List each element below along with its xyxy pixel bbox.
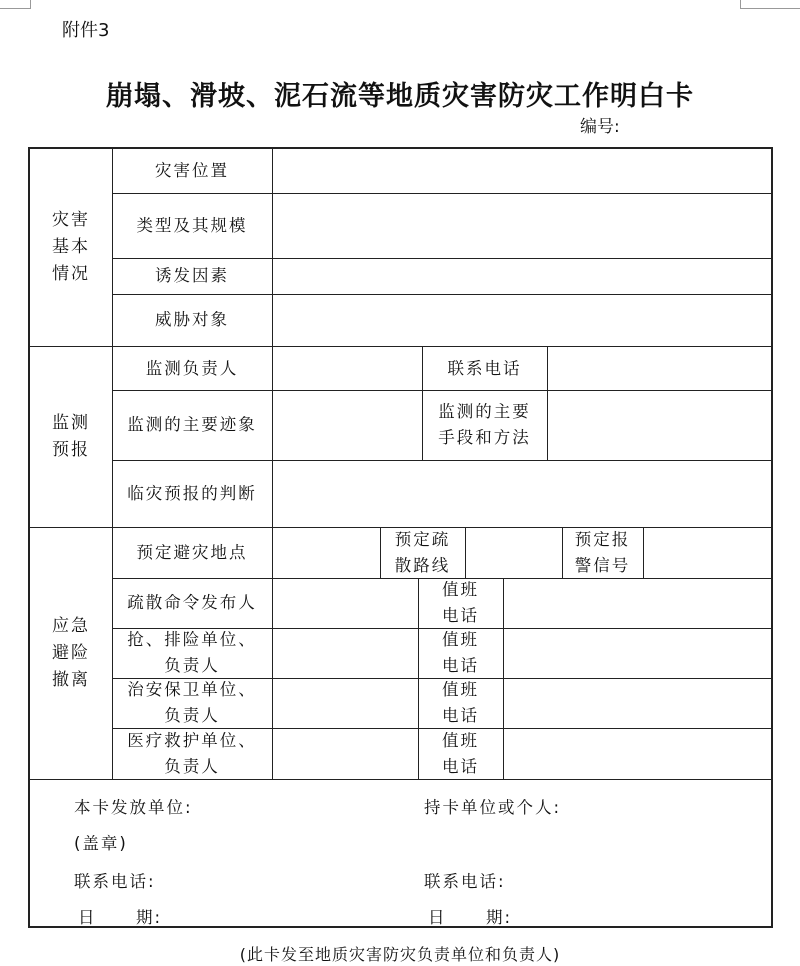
label-medical-unit-line2: 负责人	[164, 756, 220, 776]
label-evacuation-route	[380, 528, 465, 578]
label-duty-phone	[418, 678, 503, 728]
label-alarm-signal-line2: 警信号	[574, 556, 631, 575]
footer-holder: 持卡单位或个人:	[424, 798, 562, 817]
footer-issuer-date-label-1: 日	[78, 908, 97, 927]
section-line	[28, 779, 773, 780]
field-alarm-signal[interactable]	[644, 528, 771, 578]
field-threat-targets[interactable]	[273, 295, 771, 346]
field-trigger-factors[interactable]	[273, 259, 771, 294]
label-imminent-judgment: 临灾预报的判断	[127, 483, 257, 503]
label-rescue-unit	[112, 628, 272, 678]
field-medical-unit[interactable]	[273, 729, 417, 779]
label-main-methods-line1: 监测的主要	[438, 402, 531, 421]
footer-seal: (盖章)	[74, 834, 128, 853]
field-duty-phone[interactable]	[504, 629, 771, 678]
footer-issuer-unit: 本卡发放单位:	[74, 798, 193, 817]
field-main-methods[interactable]	[548, 391, 771, 460]
label-main-methods-line2: 手段和方法	[438, 428, 531, 447]
label-duty-phone-line1: 值班	[442, 630, 479, 649]
label-medical-unit-line1: 医疗救护单位、	[127, 730, 257, 750]
label-hazard-location: 灾害位置	[155, 161, 229, 180]
label-duty-phone-line2: 电话	[442, 756, 479, 776]
distribution-note: (此卡发至地质灾害防灾负责单位和负责人)	[239, 945, 561, 964]
label-duty-phone	[418, 728, 503, 779]
label-shelter-location: 预定避灾地点	[136, 543, 248, 562]
label-duty-phone-line2: 电话	[442, 706, 479, 725]
label-medical-unit	[112, 728, 272, 779]
page-corner-mark-left	[0, 0, 31, 9]
attachment-label: 附件3	[62, 20, 110, 41]
label-main-signs: 监测的主要迹象	[127, 415, 257, 434]
footer-issuer-phone: 联系电话:	[74, 872, 156, 891]
label-duty-phone-line2: 电话	[442, 656, 479, 675]
label-security-unit	[112, 678, 272, 728]
label-monitor-person: 监测负责人	[145, 358, 239, 378]
label-trigger-factors: 诱发因素	[155, 266, 229, 285]
page-title: 崩塌、滑坡、泥石流等地质灾害防灾工作明白卡	[106, 81, 694, 112]
field-duty-phone[interactable]	[504, 729, 771, 779]
field-security-unit[interactable]	[273, 679, 417, 728]
label-duty-phone-line2: 电话	[442, 606, 479, 625]
footer-holder-date-label-2: 期:	[486, 908, 513, 927]
section-heading-monitoring: 监测预报	[52, 413, 90, 460]
footer-issuer-date-label-2: 期:	[136, 908, 163, 927]
label-rescue-unit-line1: 抢、排险单位、	[127, 630, 257, 649]
label-main-methods	[422, 390, 547, 460]
label-security-unit-line1: 治安保卫单位、	[127, 680, 257, 699]
field-hazard-location[interactable]	[273, 149, 771, 193]
field-order-issuer[interactable]	[273, 579, 417, 628]
field-duty-phone[interactable]	[504, 579, 771, 628]
label-duty-phone	[418, 628, 503, 678]
field-main-signs[interactable]	[273, 391, 421, 460]
label-order-issuer: 疏散命令发布人	[127, 593, 257, 612]
label-evacuation-route-line2: 散路线	[394, 556, 451, 575]
field-duty-phone[interactable]	[504, 679, 771, 728]
serial-number-field[interactable]	[640, 112, 760, 132]
label-type-scale: 类型及其规模	[136, 215, 248, 235]
footer-holder-date-label-1: 日	[428, 908, 447, 927]
field-monitor-person[interactable]	[273, 347, 421, 390]
field-type-scale[interactable]	[273, 194, 771, 258]
label-duty-phone-line1: 值班	[442, 730, 479, 750]
footer-holder-phone: 联系电话:	[424, 872, 506, 891]
label-contact-phone: 联系电话	[447, 358, 522, 378]
section-heading-evacuation: 应急避险撤离	[52, 616, 90, 690]
label-security-unit-line2: 负责人	[164, 706, 220, 725]
field-evacuation-route[interactable]	[466, 528, 561, 578]
serial-number-label: 编号:	[580, 117, 620, 137]
field-contact-phone[interactable]	[548, 347, 771, 390]
label-duty-phone-line1: 值班	[442, 680, 479, 699]
label-threat-targets: 威胁对象	[155, 310, 229, 329]
page-corner-mark-right	[740, 0, 800, 9]
label-evacuation-route-line1: 预定疏	[394, 530, 451, 549]
label-rescue-unit-line2: 负责人	[164, 656, 220, 675]
field-shelter-location[interactable]	[273, 528, 379, 578]
label-duty-phone	[418, 578, 503, 628]
field-rescue-unit[interactable]	[273, 629, 417, 678]
section-heading-hazard-info: 灾害基本情况	[52, 210, 90, 284]
label-alarm-signal	[562, 528, 643, 578]
label-duty-phone-line1: 值班	[442, 580, 479, 599]
label-alarm-signal-line1: 预定报	[574, 530, 631, 549]
field-imminent-judgment[interactable]	[273, 461, 771, 527]
